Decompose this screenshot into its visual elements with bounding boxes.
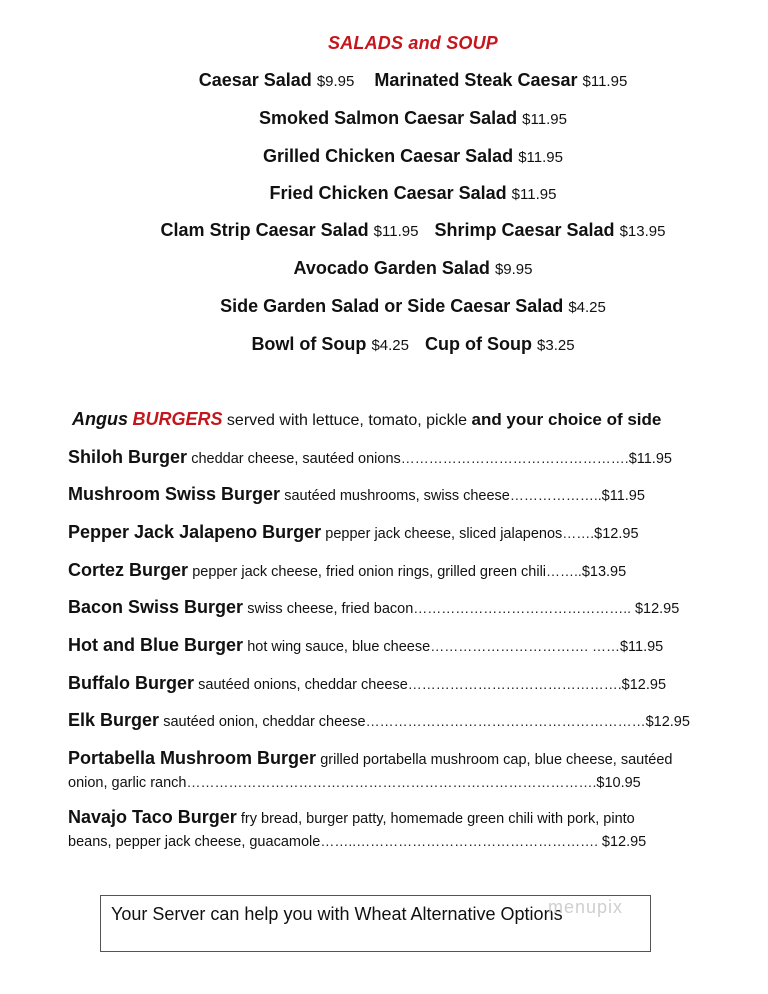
burgers-heading-highlight: BURGERS (132, 409, 223, 429)
burger-price: $12.95 (601, 834, 647, 850)
burgers-heading-middle: served with lettuce, tomato, pickle (226, 412, 468, 429)
burger-name: Pepper Jack Jalapeno Burger (68, 522, 322, 542)
leader-dots: ……………………………. …… (430, 638, 620, 654)
burger-name: Bacon Swiss Burger (68, 597, 244, 617)
leader-dots: ……………….. (509, 487, 602, 503)
burger-name: Hot and Blue Burger (68, 635, 244, 655)
burger-item (68, 634, 663, 658)
menu-item-name: Clam Strip Caesar Salad (160, 220, 369, 240)
burgers-heading-prefix: Angus (72, 409, 128, 429)
menu-item-price: $9.95 (494, 261, 533, 278)
menu-item-price: $3.25 (537, 337, 575, 354)
salad-line (0, 220, 768, 241)
menu-item-name: Cup of Soup (425, 334, 532, 354)
burger-desc: sautéed mushrooms, swiss cheese (284, 488, 510, 504)
burger-name: Navajo Taco Burger (68, 807, 237, 827)
leader-dots: …………………………………………. (400, 450, 629, 466)
salad-line (0, 258, 768, 279)
burger-item (68, 672, 666, 696)
salad-line (0, 70, 768, 91)
menu-item-name: Caesar Salad (198, 70, 312, 90)
burger-name: Mushroom Swiss Burger (68, 484, 281, 504)
burger-desc: hot wing sauce, blue cheese (247, 639, 431, 655)
burger-item (68, 521, 639, 545)
burger-price: $12.95 (621, 677, 667, 693)
menu-item-price: $11.95 (518, 149, 563, 166)
note-text: Your Server can help you with Wheat Alternative Options (111, 904, 563, 924)
burger-item (68, 806, 646, 853)
menu-item-price: $11.95 (522, 111, 567, 128)
menu-item-name: Fried Chicken Caesar Salad (269, 183, 507, 203)
salad-line (0, 108, 768, 129)
menu-item-name: Bowl of Soup (251, 334, 367, 354)
menu-item-name: Smoked Salmon Caesar Salad (259, 108, 518, 128)
menu-item-name: Marinated Steak Caesar (374, 70, 578, 90)
section-title-burgers (72, 409, 661, 430)
burger-desc-cont: beans, pepper jack cheese, guacamole (68, 834, 321, 850)
burger-item (68, 709, 690, 733)
salad-line (0, 146, 768, 167)
menu-item-price: $13.95 (619, 223, 666, 240)
burger-price: $11.95 (601, 488, 645, 504)
leader-dots: ……. (562, 525, 595, 541)
leader-dots: …………………………………………………… (365, 713, 646, 729)
burger-desc: grilled portabella mushroom cap, blue cheese, sautéed (320, 752, 673, 768)
menu-item-price: $9.95 (316, 73, 355, 90)
burger-item (68, 559, 626, 583)
leader-dots: ……..……………………………………………. (320, 833, 602, 849)
menu-item-name: Grilled Chicken Caesar Salad (263, 146, 514, 166)
menu-item-price: $4.25 (371, 337, 409, 354)
menu-item-name: Shrimp Caesar Salad (434, 220, 615, 240)
leader-dots: ……………………………………….. (413, 600, 635, 616)
burger-price: $12.95 (645, 714, 690, 730)
burger-item (68, 747, 672, 794)
burger-desc: cheddar cheese, sautéed onions (191, 451, 401, 467)
burger-desc: sautéed onions, cheddar cheese (198, 677, 408, 693)
burgers-heading-suffix: and your choice of side (471, 410, 662, 429)
menu-item-name: Avocado Garden Salad (293, 258, 490, 278)
burger-name: Buffalo Burger (68, 673, 194, 693)
burger-desc: pepper jack cheese, fried onion rings, grilled green chili (192, 564, 547, 580)
burger-item (68, 596, 679, 620)
burger-name: Portabella Mushroom Burger (68, 748, 317, 768)
burger-desc: swiss cheese, fried bacon (247, 601, 414, 617)
leader-dots: …….. (546, 563, 582, 579)
burger-desc-cont: onion, garlic ranch (68, 775, 187, 791)
burger-name: Shiloh Burger (68, 447, 188, 467)
burger-name: Elk Burger (68, 710, 160, 730)
menu-item-price: $4.25 (568, 299, 606, 316)
burger-price: $12.95 (594, 526, 639, 542)
burger-price: $12.95 (634, 601, 680, 617)
burger-price: $11.95 (619, 639, 664, 655)
burger-name: Cortez Burger (68, 560, 189, 580)
menu-item-price: $11.95 (373, 223, 419, 240)
salad-line (0, 183, 768, 204)
salad-line (0, 296, 768, 317)
burger-desc: pepper jack cheese, sliced jalapenos (325, 526, 563, 542)
section-title-salads: SALADS and SOUP (327, 33, 499, 53)
menu-item-price: $11.95 (582, 73, 628, 90)
salad-line (0, 334, 768, 355)
burger-desc: sautéed onion, cheddar cheese (163, 714, 366, 730)
watermark: menupix (548, 897, 624, 917)
burger-item (68, 446, 672, 470)
burger-desc: fry bread, burger patty, homemade green chili with pork, pinto (240, 811, 635, 827)
burger-price: $11.95 (628, 451, 672, 467)
leader-dots: ………………………………………. (407, 676, 622, 692)
menu-item-name: Side Garden Salad or Side Caesar Salad (220, 296, 564, 316)
leader-dots: ……………………………………………………………………………. (186, 774, 597, 790)
burger-price: $13.95 (581, 564, 627, 580)
menu-item-price: $11.95 (511, 186, 557, 203)
burger-item (68, 483, 645, 507)
burger-price: $10.95 (596, 775, 641, 791)
